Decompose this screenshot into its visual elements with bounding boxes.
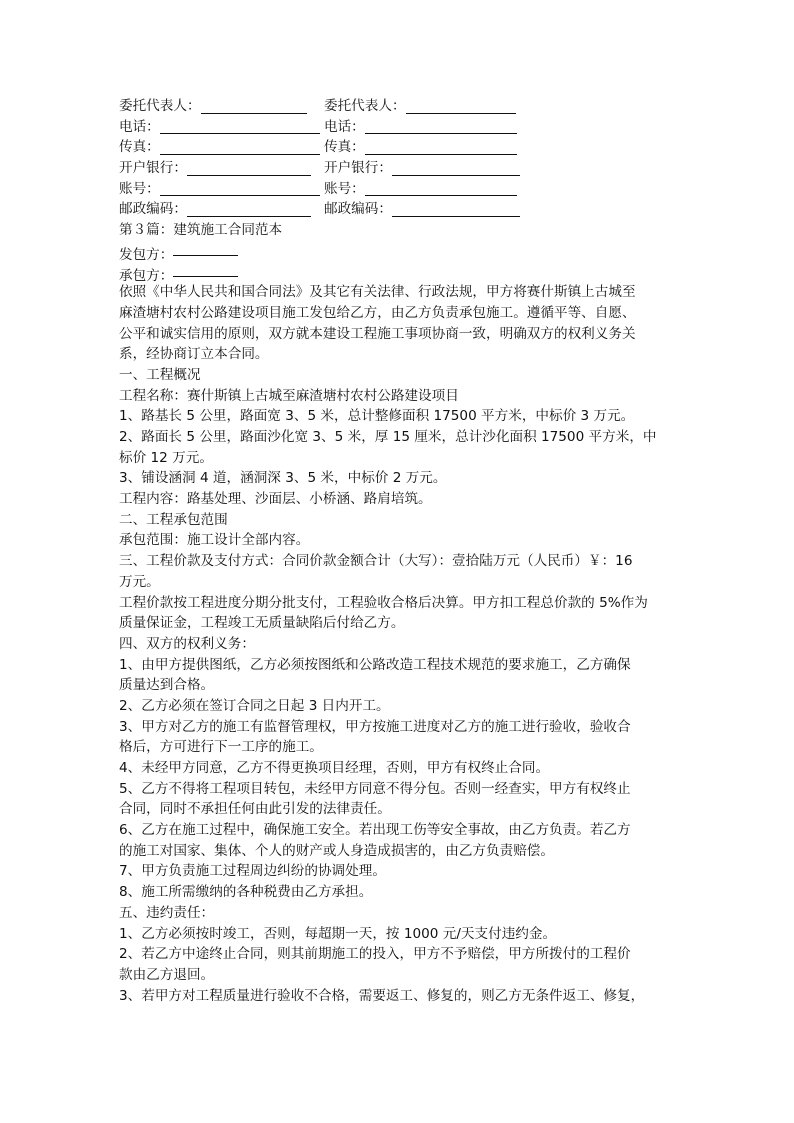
section-heading: 二、工程承包范围 [119,511,228,528]
body-line: 麻渣塘村农村公路建设项目施工发包给乙方，由乙方负责承包施工。遵循平等、自愿、 [119,304,636,321]
body-line: 7、甲方负责施工过程周边纠纷的协调处理。 [119,863,386,880]
body-line: 万元。 [119,573,160,590]
blank-line [406,99,516,114]
blank-line [173,262,238,277]
blank-line [160,140,320,155]
signature-row [119,199,679,220]
section-heading: 三、工程价款及支付方式：合同价款金额合计（大写）：壹拾陆万元（人民币）￥：16 [119,553,633,570]
blank-line [187,161,311,176]
signature-row [119,117,679,138]
field-label: 委托代表人： [119,97,201,114]
section-heading: 四、双方的权利义务： [119,635,255,652]
body-line: 4、未经甲方同意，乙方不得更换项目经理，否则，甲方有权终止合同。 [119,760,550,776]
body-line: 系，经协商订立本合同。 [119,346,269,363]
body-line: 工程名称：赛什斯镇上古城至麻渣塘村农村公路建设项目 [119,387,459,404]
party-a-label: 发包方： [119,246,174,262]
body-line: 工程价款按工程进度分期分批支付，工程验收合格后决算。甲方扣工程总价款的 5%作为 [119,594,648,611]
body-line: 5、乙方不得将工程项目转包，未经甲方同意不得分包。否则一经查实，甲方有权终止 [119,780,631,797]
field-label: 邮政编码： [119,201,187,218]
body-line: 质量保证金，工程竣工无质量缺陷后付给乙方。 [119,615,405,632]
body-line: 的施工对国家、集体、个人的财产或人身造成损害的，由乙方负责赔偿。 [119,842,554,859]
blank-line [365,119,517,134]
body-line: 1、路基长 5 公里，路面宽 3、5 米，总计整修面积 17500 平方米，中标价 3 万元。 [119,408,635,425]
signature-row [119,179,679,200]
body-line: 1、乙方必须按时竣工，否则，每超期一天，按 1000 元/天支付违约金。 [119,925,557,942]
section-heading: 五、违约责任： [119,904,215,921]
body-line: 8、施工所需缴纳的各种税费由乙方承担。 [119,884,373,901]
party-b-label: 承包方： [119,267,174,283]
body-line: 标价 12 万元。 [119,449,213,466]
body-line: 3、若甲方对工程质量进行验收不合格，需要返工、修复的，则乙方无条件返工、修复， [119,987,645,1004]
field-label: 电话： [324,118,365,135]
body-line: 1、由甲方提供图纸，乙方必须按图纸和公路改造工程技术规范的要求施工，乙方确保 [119,656,631,673]
body-line: 2、若乙方中途终止合同，则其前期施工的投入，甲方不予赔偿，甲方所拨付的工程价 [119,946,631,963]
body-line: 3、铺设涵洞 4 道，涵洞深 3、5 米，中标价 2 万元。 [119,470,447,487]
section-heading: 一、工程概况 [119,366,201,383]
field-label: 开户银行： [119,160,187,177]
party-b-line [119,262,679,283]
field-label: 委托代表人： [324,97,406,114]
blank-line [187,202,311,217]
field-label: 账号： [324,180,365,197]
signature-row [119,137,679,158]
field-label: 传真： [119,139,160,156]
blank-line [365,140,517,155]
body-line: 2、路面长 5 公里，路面沙化宽 3、5 米，厚 15 厘米，总计沙化面积 17500 平方米，中 [119,429,657,445]
blank-line [201,99,307,114]
blank-line [160,119,320,134]
signature-row [119,96,679,117]
party-a-line [119,241,679,262]
blank-line [365,181,517,196]
field-label: 传真： [324,139,365,156]
blank-line [173,241,238,256]
body-line: 6、乙方在施工过程中，确保施工安全。若出现工伤等安全事故，由乙方负责。若乙方 [119,822,631,839]
body-line: 工程内容：路基处理、沙面层、小桥涵、路肩培筑。 [119,491,432,508]
body-line: 格后，方可进行下一工序的施工。 [119,739,323,756]
body-line: 3、甲方对乙方的施工有监督管理权，甲方按施工进度对乙方的施工进行验收，验收合 [119,718,631,735]
document-body [119,96,679,1006]
signature-row [119,158,679,179]
field-label: 电话： [119,118,160,135]
body-line: 承包范围：施工设计全部内容。 [119,532,310,549]
blank-line [392,202,520,217]
body-line: 公平和诚实信用的原则，双方就本建设工程施工事项协商一致，明确双方的权利义务关 [119,325,636,342]
body-line: 质量达到合格。 [119,677,215,694]
blank-line [392,161,520,176]
body-line: 合同，同时不承担任何由此引发的法律责任。 [119,801,391,818]
signature-block [119,96,679,220]
field-label: 账号： [119,180,160,197]
article-title: 第３篇：建筑施工合同范本 [119,222,283,239]
field-label: 开户银行： [324,160,392,177]
body-line: 2、乙方必须在签订合同之日起 3 日内开工。 [119,697,390,714]
blank-line [160,181,320,196]
field-label: 邮政编码： [324,201,392,218]
body-line: 依照《中华人民共和国合同法》及其它有关法律、行政法规，甲方将赛什斯镇上古城至 [119,284,636,301]
body-line: 款由乙方退回。 [119,966,215,983]
